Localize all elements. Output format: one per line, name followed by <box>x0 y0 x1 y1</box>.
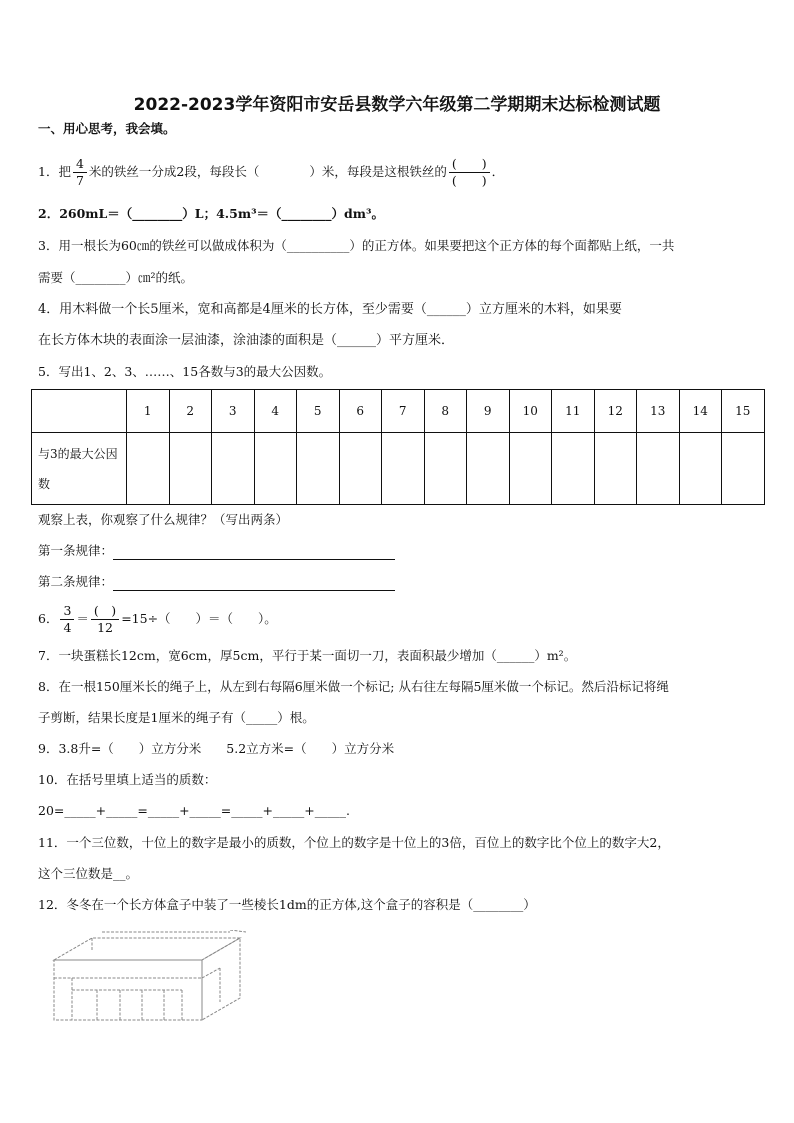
table-header-cell: 14 <box>679 390 722 433</box>
table-header-cell: 12 <box>594 390 637 433</box>
section-heading: 一、用心思考，我会填。 <box>38 121 176 136</box>
answer-cell[interactable] <box>467 433 510 505</box>
q1-answer-numerator: ( ) <box>449 156 490 173</box>
q6-rest: =15÷（ ）＝（ ）。 <box>121 611 277 626</box>
question-7: 7．一块蛋糕长12cm，宽6cm，厚5cm，平行于某一面切一刀，表面积最少增加（______）m²。 <box>38 648 577 663</box>
question-10: 10．在括号里填上适当的质数： <box>38 772 217 787</box>
rule-2-row <box>38 573 754 591</box>
question-4-line2: 在长方体木块的表面涂一层油漆，涂油漆的面积是（______）平方厘米． <box>38 333 455 348</box>
question-6 <box>38 603 754 636</box>
answer-cell[interactable] <box>382 433 425 505</box>
question-10-equation: 20=_____+_____=_____+_____=_____+_____+_____. <box>38 803 350 818</box>
table-header-cell: 4 <box>254 390 297 433</box>
box-with-cubes-illustration <box>42 930 246 1030</box>
q6-denominator-1: 4 <box>63 620 72 635</box>
rule-2-label: 第二条规律： <box>38 574 114 589</box>
q1-prefix: 1．把 <box>38 164 71 179</box>
answer-cell[interactable] <box>509 433 552 505</box>
q1-text: 米的铁丝一分成2段，每段长（ ）米，每段是这根铁丝的 <box>88 164 447 179</box>
answer-cell[interactable] <box>424 433 467 505</box>
q6-numerator-2: ( ) <box>91 603 119 620</box>
q1-answer-denominator: ( ) <box>451 173 487 188</box>
question-3-line2: 需要（________）㎝²的纸。 <box>38 270 194 285</box>
rule-1-label: 第一条规律： <box>38 543 114 558</box>
table-row <box>32 390 765 433</box>
answer-cell[interactable] <box>169 433 212 505</box>
q1-end: ． <box>491 164 505 179</box>
answer-cell[interactable] <box>339 433 382 505</box>
table-header-cell: 13 <box>637 390 680 433</box>
page-title: 2022-2023学年资阳市安岳县数学六年级第二学期期末达标检测试题 <box>133 95 661 115</box>
question-12: 12．冬冬在一个长方体盒子中装了一些棱长1dm的正方体,这个盒子的容积是（________） <box>38 897 536 912</box>
rule-1-row <box>38 542 754 560</box>
answer-cell[interactable] <box>722 433 765 505</box>
table-header-cell: 15 <box>722 390 765 433</box>
table-header-cell: 3 <box>212 390 255 433</box>
question-2: 2．260mL＝（________）L；4.5m³＝（________）dm³。 <box>38 206 384 221</box>
answer-cell[interactable] <box>212 433 255 505</box>
q6-denominator-2: 12 <box>97 620 113 635</box>
q1-fraction <box>73 156 87 189</box>
answer-cell[interactable] <box>679 433 722 505</box>
table-row <box>32 433 765 505</box>
table-corner-cell <box>32 390 127 433</box>
table-header-cell: 7 <box>382 390 425 433</box>
rule-2-answer-line[interactable] <box>113 578 395 591</box>
q6-fraction-2 <box>91 603 119 636</box>
answer-cell[interactable] <box>127 433 170 505</box>
answer-cell[interactable] <box>594 433 637 505</box>
question-9: 9．3.8升=（ ）立方分米 5.2立方米=（ ）立方分米 <box>38 741 395 756</box>
question-11-line1: 11．一个三位数，十位上的数字是最小的质数，个位上的数字是十位上的3倍，百位上的数字比个位上的数字大2， <box>38 835 670 850</box>
question-3-line1: 3．用一根长为60㎝的铁丝可以做成体积为（__________）的正方体。如果要把这个正方体的每个面都贴上纸，一共 <box>38 238 675 253</box>
question-8-line1: 8．在一根150厘米长的绳子上，从左到右每隔6厘米做一个标记; 从右往左每隔5厘米做一个标记。然后沿标记将绳 <box>38 679 669 694</box>
table-header-cell: 6 <box>339 390 382 433</box>
answer-cell[interactable] <box>254 433 297 505</box>
q1-answer-fraction <box>449 156 490 189</box>
table-header-cell: 1 <box>127 390 170 433</box>
table-header-cell: 11 <box>552 390 595 433</box>
table-header-cell: 9 <box>467 390 510 433</box>
question-8-line2: 子剪断，结果长度是1厘米的绳子有（_____）根。 <box>38 710 315 725</box>
question-5: 5．写出1、2、3、……、15各数与3的最大公因数。 <box>38 364 332 379</box>
q6-equals: ＝ <box>76 611 89 626</box>
question-5-observe: 观察上表，你观察了什么规律？（写出两条） <box>38 512 289 527</box>
q1-denominator: 7 <box>75 173 84 188</box>
answer-cell[interactable] <box>552 433 595 505</box>
question-4-line1: 4．用木料做一个长5厘米，宽和高都是4厘米的长方体，至少需要（______）立方厘米的木料，如果要 <box>38 302 622 317</box>
q6-fraction-1 <box>60 603 74 636</box>
answer-cell[interactable] <box>297 433 340 505</box>
table-header-cell: 2 <box>169 390 212 433</box>
table-header-cell: 5 <box>297 390 340 433</box>
table-row-label: 与3的最大公因数 <box>32 433 127 505</box>
rule-1-answer-line[interactable] <box>113 547 395 560</box>
table-header-cell: 10 <box>509 390 552 433</box>
question-11-line2: 这个三位数是__。 <box>38 866 139 881</box>
q1-numerator: 4 <box>73 156 87 173</box>
question-1 <box>38 156 754 189</box>
gcd-table <box>31 389 765 505</box>
q6-numerator-1: 3 <box>60 603 74 620</box>
answer-cell[interactable] <box>637 433 680 505</box>
table-header-cell: 8 <box>424 390 467 433</box>
q6-prefix: 6． <box>38 611 59 626</box>
